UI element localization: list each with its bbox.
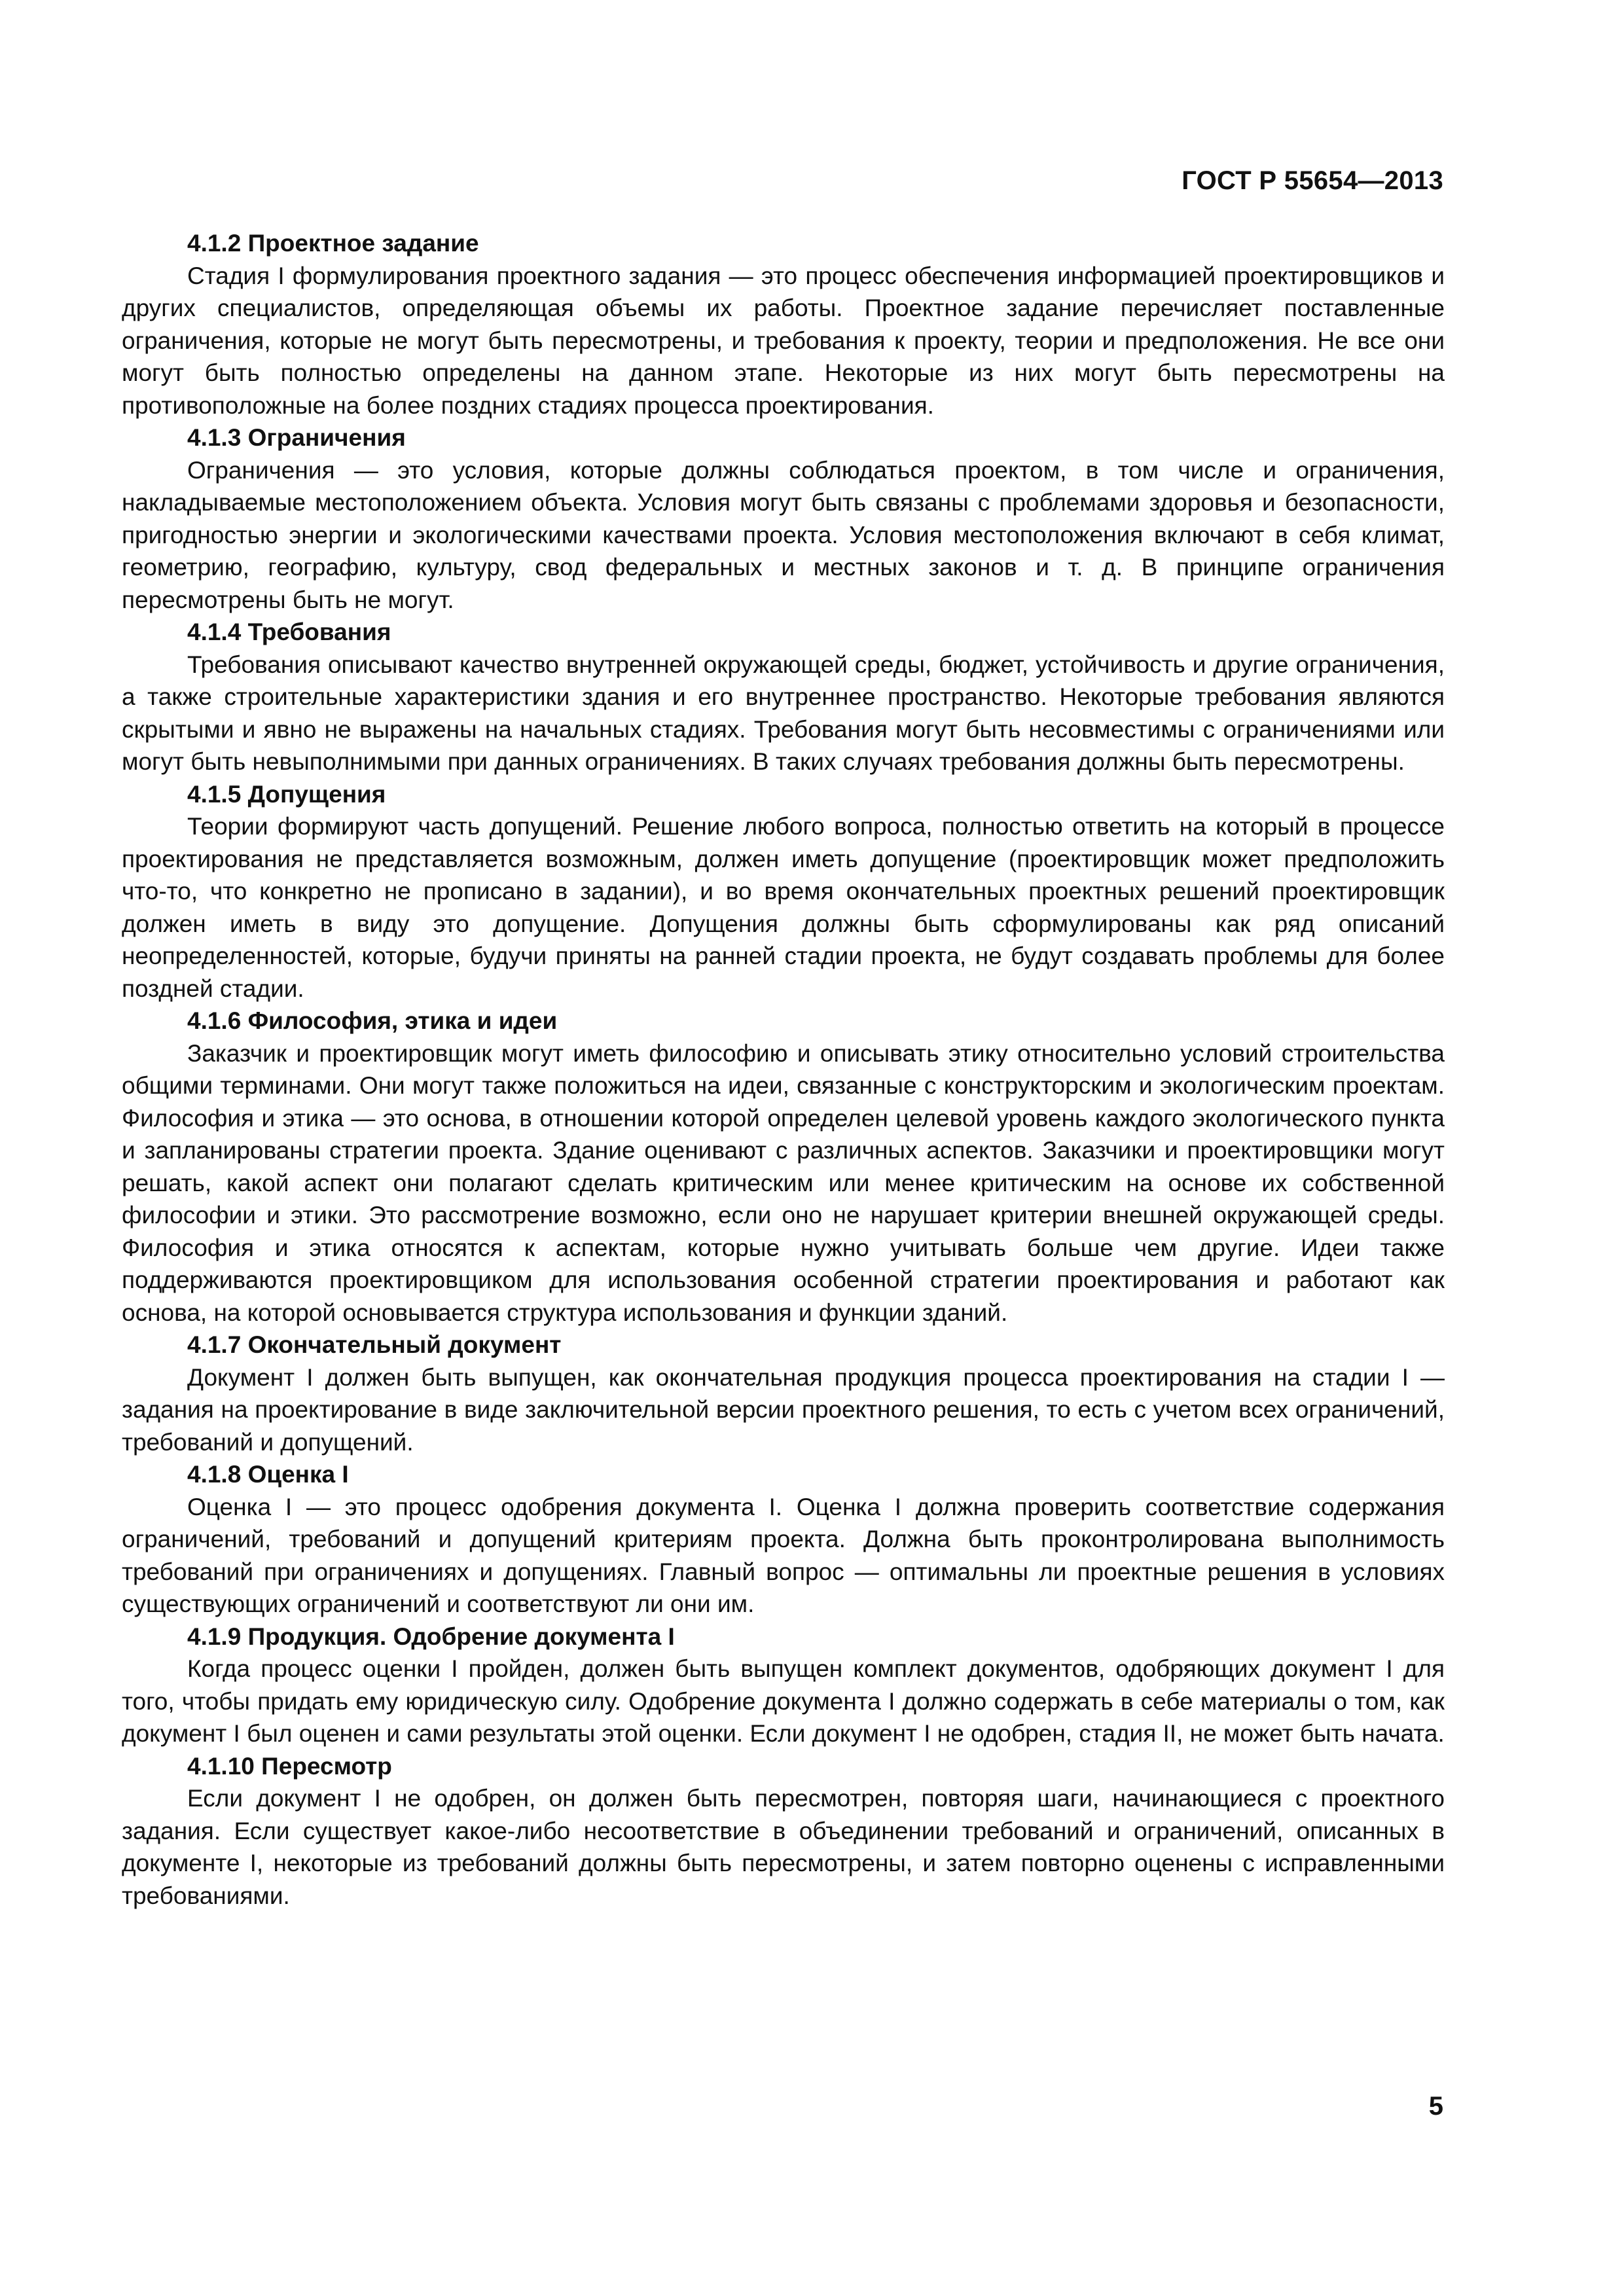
- section-text: Теории формируют часть допущений. Решение любого вопроса, полностью ответить на который в процессе проектирования не представляется возможным, должен иметь допущение (проектировщик может предположить что-то, что конкретно не прописано в задании), и во время окончательных проектных решений проектировщик должен иметь в виду это допущение. Допущения должны быть сформулированы как ряд описаний неопределенностей, которые, будучи приняты на ранней стадии проекта, не будут создавать проблемы для более поздней стадии.: [122, 813, 1445, 1002]
- section-text: Оценка I — это процесс одобрения документа I. Оценка I должна проверить соответствие содержания ограничений, требований и допущений критериям проекта. Должна быть проконтролирована выполнимость требований при ограничениях и допущениях. Главный вопрос — оптимальны ли проектные решения в условиях существующих ограничений и соответствуют ли они им.: [122, 1493, 1445, 1617]
- section-text: Ограничения — это условия, которые должны соблюдаться проектом, в том числе и ограничения, накладываемые местоположением объекта. Условия могут быть связаны с проблемами здоровья и безопасности, пригодностью энергии и экологическими качествами проекта. Условия местоположения включают в себя климат, геометрию, географию, культуру, свод федеральных и местных законов и т. д. В принципе ограничения пересмотрены быть не могут.: [122, 456, 1445, 613]
- section-title: 4.1.7 Окончательный документ: [187, 1331, 562, 1358]
- section-title: 4.1.4 Требования: [187, 619, 391, 645]
- document-header: ГОСТ Р 55654—2013: [1182, 166, 1443, 195]
- section-text: Когда процесс оценки I пройден, должен быть выпущен комплект документов, одобряющих документ I для того, чтобы придать ему юридическую силу. Одобрение документа I должно содержать в себе материалы о том, как документ I был оценен и сами результаты этой оценки. Если документ I не одобрен, стадия II, не может быть начата.: [122, 1655, 1445, 1747]
- section-text: Если документ I не одобрен, он должен быть пересмотрен, повторяя шаги, начинающиеся с проектного задания. Если существует какое-либо несоответствие в объединении требований и ограничений, описанных в документе I, некоторые из требований должны быть пересмотрены, и затем повторно оценены с исправленными требованиями.: [122, 1785, 1445, 1909]
- section-title: 4.1.9 Продукция. Одобрение документа I: [187, 1623, 675, 1650]
- section-title: 4.1.6 Философия, этика и идеи: [187, 1007, 558, 1034]
- section-title: 4.1.3 Ограничения: [187, 424, 406, 451]
- section-text: Требования описывают качество внутренней окружающей среды, бюджет, устойчивость и другие ограничения, а также строительные характеристики здания и его внутреннее пространство. Некоторые требования являются скрытыми и явно не выражены на начальных стадиях. Требования могут быть несовместимы с ограничениями или могут быть невыполнимыми при данных ограничениях. В таких случаях требования должны быть пересмотрены.: [122, 651, 1445, 775]
- section-title: 4.1.5 Допущения: [187, 780, 386, 808]
- section-title: 4.1.10 Пересмотр: [187, 1752, 392, 1780]
- section-text: Заказчик и проектировщик могут иметь философию и описывать этику относительно условий строительства общими терминами. Они могут также положиться на идеи, связанные с конструкторским и экологическим проектам. Философия и этика — это основа, в отношении которой определен целевой уровень каждого экологического пункта и запланированы стратегии проекта. Здание оценивают с различных аспектов. Заказчики и проектировщики могут решать, какой аспект они полагают сделать критическим или менее критическим на основе их собственной философии и этики. Это рассмотрение возможно, если оно не нарушает критерии внешней окружающей среды. Философия и этика относятся к аспектам, которые нужно учитывать больше чем другие. Идеи также поддерживаются проектировщиком для использования особенной стратегии проектирования и работают как основа, на которой основывается структура использования и функции зданий.: [122, 1039, 1445, 1326]
- section-text: Стадия I формулирования проектного задания — это процесс обеспечения информацией проектировщиков и других специалистов, определяющая объемы их работы. Проектное задание перечисляет поставленные ограничения, которые не могут быть пересмотрены, и требования к проекту, теории и предположения. Не все они могут быть полностью определены на данном этапе. Некоторые из них могут быть пересмотрены на противоположные на более поздних стадиях процесса проектирования.: [122, 262, 1445, 419]
- section-title: 4.1.2 Проектное задание: [187, 230, 479, 257]
- section-text: Документ I должен быть выпущен, как окончательная продукция процесса проектирования на стадии I — задания на проектирование в виде заключительной версии проектного решения, то есть с учетом всех ограничений, требований и допущений.: [122, 1363, 1445, 1456]
- document-body: [122, 227, 1445, 1912]
- page-number: 5: [1428, 2092, 1443, 2121]
- section-title: 4.1.8 Оценка I: [187, 1461, 349, 1488]
